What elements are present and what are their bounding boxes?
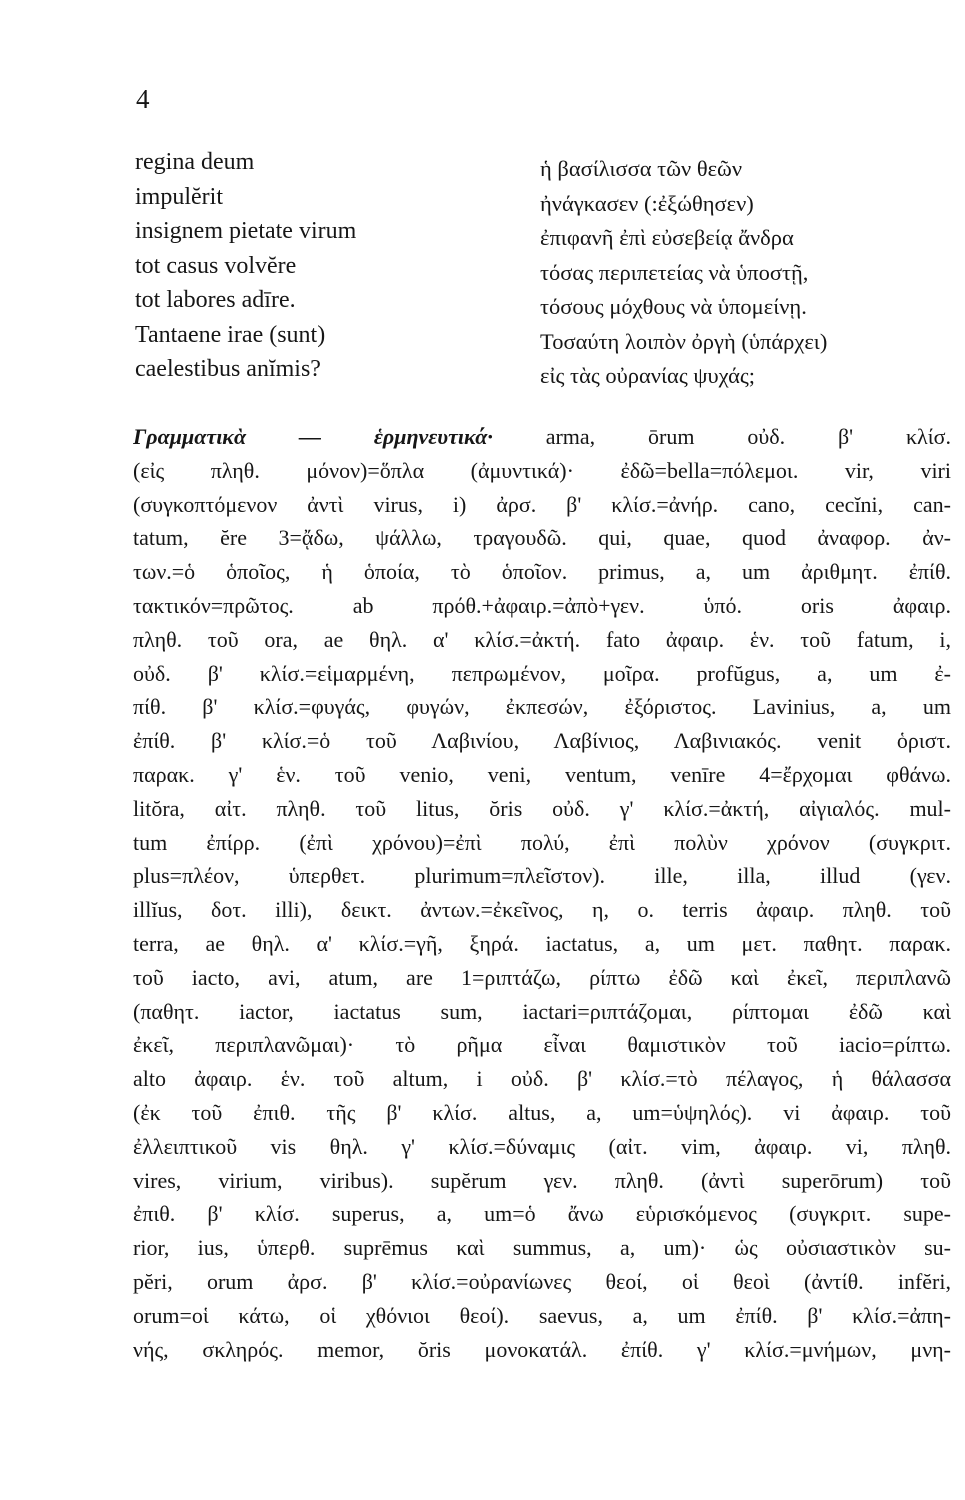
commentary-line: (ἐκ τοῦ ἐπιθ. τῆς β' κλίσ. altus, a, um=ὑψηλός). vi ἀφαιρ. τοῦ <box>133 1099 951 1125</box>
latin-verse-line: tot casus volvĕre <box>135 252 297 279</box>
greek-verse-line: ἡ βασίλισσα τῶν θεῶν <box>540 156 743 181</box>
commentary-line: οὐδ. β' κλίσ.=εἱμαρμένη, πεπρωμένον, μοῖρα. profŭgus, a, um ἐ- <box>133 660 951 686</box>
latin-verse-line: tot labores adīre. <box>135 287 296 313</box>
latin-verse-line: caelestibus anĭmis? <box>135 356 321 382</box>
latin-verse-column <box>135 145 535 387</box>
commentary-line: (συγκοπτόμενον ἀντὶ virus, i) ἀρσ. β' κλίσ.=ἀνήρ. cano, cecĭni, can- <box>133 491 951 517</box>
commentary-line: τακτικόν=πρῶτος. ab πρόθ.+ἀφαιρ.=ἀπὸ+γεν. ὑπό. oris ἀφαιρ. <box>133 592 951 618</box>
page-number: 4 <box>136 84 150 114</box>
commentary-line: tum ἐπίρρ. (ἐπὶ χρόνου)=ἐπὶ πολύ, ἐπὶ πολὺν χρόνον (συγκριτ. <box>133 829 951 855</box>
latin-verse-line: regina deum <box>135 149 255 175</box>
commentary-line: tatum, ĕre 3=ᾄδω, ψάλλω, τραγουδῶ. qui, quae, quod ἀναφορ. ἀν- <box>133 525 951 551</box>
commentary-line: νής, σκληρός. memor, ŏris μονοκατάλ. ἐπίθ. γ' κλίσ.=μνήμων, μνη- <box>133 1336 951 1362</box>
commentary-line: terra, ae θηλ. α' κλίσ.=γῆ, ξηρά. iactatus, a, um μετ. παθητ. παρακ. <box>133 930 951 956</box>
latin-verse-line: insignem pietate virum <box>135 218 357 244</box>
grammar-commentary <box>133 420 951 1366</box>
commentary-line: (εἰς πληθ. μόνον)=ὅπλα (ἀμυντικά)· ἐδῶ=bella=πόλεμοι. vir, viri <box>133 457 951 483</box>
latin-verse-line: impulĕrit <box>135 183 223 210</box>
greek-verse-line: τόσας περιπετείας νὰ ὑποστῇ, <box>540 259 809 285</box>
greek-verse-line: ἠνάγκασεν (:ἐξώθησεν) <box>540 190 754 216</box>
greek-translation-column <box>540 152 940 394</box>
greek-verse-line: εἰς τὰς οὐρανίας ψυχάς; <box>540 363 756 388</box>
commentary-line: (παθητ. iactor, iactatus sum, iactari=ριπτάζομαι, ρίπτομαι ἐδῶ καὶ <box>133 998 951 1024</box>
commentary-line: ἐπίθ. β' κλίσ.=ὁ τοῦ Λαβινίου, Λαβίνιος, Λαβινιακός. venit ὁριστ. <box>133 728 951 754</box>
commentary-line <box>133 420 951 454</box>
commentary-line: των.=ὁ ὁποῖος, ἡ ὁποία, τὸ ὁποῖον. primus, a, um ἀριθμητ. ἐπίθ. <box>133 559 951 585</box>
commentary-line: pĕri, orum ἀρσ. β' κλίσ.=οὐρανίωνες θεοί, οἱ θεοὶ (ἀντίθ. infĕri, <box>133 1268 951 1294</box>
latin-verse-line: Tantaene irae (sunt) <box>135 321 326 348</box>
commentary-line: rior, ius, ὑπερθ. suprēmus καὶ summus, a, um)· ὡς οὐσιαστικὸν su- <box>133 1235 951 1261</box>
commentary-line: orum=οἱ κάτω, οἱ χθόνιοι θεοί). saevus, a, um ἐπίθ. β' κλίσ.=ἀπη- <box>133 1302 951 1328</box>
commentary-line: πληθ. τοῦ ora, ae θηλ. α' κλίσ.=ἀκτή. fato ἀφαιρ. ἑν. τοῦ fatum, i, <box>133 626 951 652</box>
commentary-line: παρακ. γ' ἑν. τοῦ venio, veni, ventum, venīre 4=ἔρχομαι φθάνω. <box>133 761 951 787</box>
greek-verse-line: Τοσαύτη λοιπὸν ὀργὴ (ὑπάρχει) <box>540 328 828 354</box>
commentary-line-text: arma, ōrum οὐδ. β' κλίσ. <box>545 424 951 449</box>
commentary-line: plus=πλέον, ὑπερθετ. plurimum=πλεῖστον). ille, illa, illud (γεν. <box>133 863 951 889</box>
commentary-line: ἐκεῖ, περιπλανῶμαι)· τὸ ρῆμα εἶναι θαμιστικὸν τοῦ iacio=ρίπτω. <box>133 1032 951 1058</box>
greek-verse-line: ἐπιφανῆ ἐπὶ εὐσεβείᾳ ἄνδρα <box>540 225 794 250</box>
commentary-line: vires, virium, viribus). supĕrum γεν. πληθ. (ἀντὶ superōrum) τοῦ <box>133 1167 951 1193</box>
commentary-line: ἐλλειπτικοῦ vis θηλ. γ' κλίσ.=δύναμις (αἰτ. vim, ἀφαιρ. vi, πληθ. <box>133 1133 951 1159</box>
commentary-heading: Γραμματικὰ — ἑρμηνευτικά· <box>133 424 493 449</box>
commentary-line: alto ἀφαιρ. ἑν. τοῦ altum, i οὐδ. β' κλίσ.=τὸ πέλαγος, ἡ θάλασσα <box>133 1066 951 1092</box>
commentary-line: illĭus, δοτ. illi), δεικτ. ἀντων.=ἐκεῖνος, η, ο. terris ἀφαιρ. πληθ. τοῦ <box>133 897 951 923</box>
commentary-line: ἐπιθ. β' κλίσ. superus, a, um=ὁ ἄνω εὑρισκόμενος (συγκριτ. supe- <box>133 1201 951 1227</box>
commentary-line: πίθ. β' κλίσ.=φυγάς, φυγών, ἐκπεσών, ἐξόριστος. Lavinius, a, um <box>133 694 951 720</box>
greek-verse-line: τόσους μόχθους νὰ ὑπομείνῃ. <box>540 294 807 319</box>
commentary-line: litŏra, αἰτ. πληθ. τοῦ litus, ŏris οὐδ. γ' κλίσ.=ἀκτή, αἰγιαλός. mul- <box>133 795 951 821</box>
commentary-line: τοῦ iacto, avi, atum, are 1=ριπτάζω, ρίπτω ἐδῶ καὶ ἐκεῖ, περιπλανῶ <box>133 964 951 990</box>
